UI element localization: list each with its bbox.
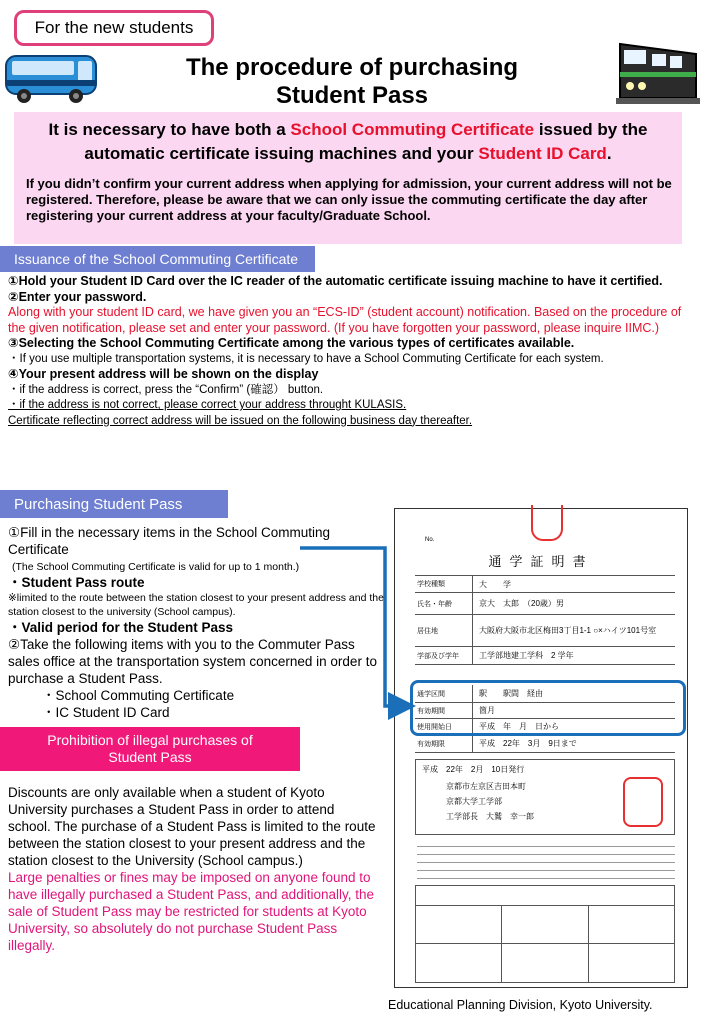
purchase-step-2: ②Take the following items with you to the Commuter Pass sales office at the transportation system concerned in order to purchase a Student Pass. bbox=[8, 637, 377, 686]
intro-main: It is necessary to have both a School Commuting Certificate issued by the automatic certificate issuing machines and your Student ID Card. bbox=[48, 120, 648, 163]
section-header-prohibition: Prohibition of illegal purchases of Student Pass bbox=[0, 727, 300, 771]
train-icon bbox=[610, 36, 702, 108]
penalty-paragraph: Large penalties or fines may be imposed on anyone found to have illegally purchased a Student Pass, and additionally, the sale of Student Pass may be restricted for students at Kyoto University, so absolutely do not purchase Student Pass illegally. bbox=[8, 870, 374, 953]
cert-row: 使用開始日 平成 年 月 日から bbox=[415, 719, 675, 735]
certificate-issuer: 平成 22年 2月 10日発行 京都市左京区吉田本町 京都大学工学部 工学部長 大鷲 幸一郎 bbox=[415, 759, 675, 835]
official-seal-box bbox=[623, 777, 663, 827]
purchase-step-1: ①Fill in the necessary items in the School Commuting Certificate bbox=[8, 525, 330, 557]
cert-row: 氏名・年齢 京大 太郎 （20歳）男 bbox=[415, 593, 675, 615]
purchase-step-1-note: (The School Commuting Certificate is valid for up to 1 month.) bbox=[12, 561, 300, 573]
certificate-notes bbox=[417, 839, 675, 879]
stamp-top bbox=[531, 505, 563, 541]
cert-row: 有効期間 箇月 bbox=[415, 703, 675, 719]
cert-row: 通学区間 駅 駅間 経由 bbox=[415, 685, 675, 703]
certificate-sample bbox=[394, 508, 688, 988]
route-note: ※limited to the route between the station closest to your present address and the station closest to the university (School campus). bbox=[8, 592, 384, 618]
cert-row: 学校種類 大 学 bbox=[415, 575, 675, 593]
footer-credit: Educational Planning Division, Kyoto University. bbox=[388, 998, 653, 1012]
intro-note: If you didn’t confirm your current address when applying for admission, your current address will not be registered. Therefore, please be aware that we can only issue the commuting certificate the day after registering your current address at your faculty/Graduate School. bbox=[26, 176, 672, 223]
issuance-steps bbox=[8, 274, 700, 429]
prohibition-text bbox=[8, 784, 380, 954]
item-id-card: ・IC Student ID Card bbox=[42, 705, 170, 720]
purchase-steps bbox=[8, 524, 388, 721]
certificate-number-label: No. bbox=[425, 537, 435, 543]
certificate-title: 通学証明書 bbox=[488, 554, 594, 569]
discount-paragraph: Discounts are only available when a student of Kyoto University purchases a Student Pass in order to attend school. The purchase of a Student Pass is limited to the route between the station closest to your present address and the station closest to the University (School campus.) bbox=[8, 785, 376, 868]
certificate-table bbox=[415, 885, 675, 983]
cert-row: 居住地 大阪府大阪市北区梅田3丁目1-1 ○×ハイツ101号室 bbox=[415, 615, 675, 647]
step-4-correct: ・if the address is correct, press the “Confirm” (確認） button. bbox=[8, 383, 324, 396]
section-header-purchasing: Purchasing Student Pass bbox=[0, 490, 228, 518]
valid-heading: ・Valid period for the Student Pass bbox=[8, 620, 234, 635]
item-certificate: ・School Commuting Certificate bbox=[42, 688, 235, 703]
audience-badge: For the new students bbox=[14, 10, 214, 46]
step-2: ②Enter your password. bbox=[8, 289, 147, 304]
step-1: ①Hold your Student ID Card over the IC reader of the automatic certificate issuing machine to have it certified. bbox=[8, 274, 663, 288]
section-header-issuance: Issuance of the School Commuting Certificate bbox=[0, 246, 315, 272]
step-4-incorrect: ・if the address is not correct, please correct your address throught KULASIS. bbox=[8, 399, 407, 411]
step-3-note: ・If you use multiple transportation systems, it is necessary to have a School Commuting Certificate for each system. bbox=[8, 352, 604, 365]
step-3: ③Selecting the School Commuting Certificate among the various types of certificates available. bbox=[8, 336, 575, 350]
route-heading: ・Student Pass route bbox=[8, 575, 145, 590]
step-4-followup: Certificate reflecting correct address will be issued on the following business day thereafter. bbox=[8, 414, 473, 427]
step-4: ④Your present address will be shown on the display bbox=[8, 367, 319, 381]
page-title: The procedure of purchasing Student Pass bbox=[185, 54, 519, 109]
step-2-note: Along with your student ID card, we have given you an “ECS-ID” (student account) notification. Based on the procedure of the given notification, please set and enter your password. (If you have forgotten your password, please inquire IIMC.) bbox=[8, 305, 682, 335]
bus-icon bbox=[2, 48, 102, 106]
cert-row: 学部及び学年 工学部地建工学科 2 学年 bbox=[415, 647, 675, 665]
route-highlight bbox=[410, 680, 686, 736]
intro-box bbox=[14, 112, 682, 244]
cert-row: 有効期限 平成 22年 3月 9日まで bbox=[415, 735, 675, 753]
